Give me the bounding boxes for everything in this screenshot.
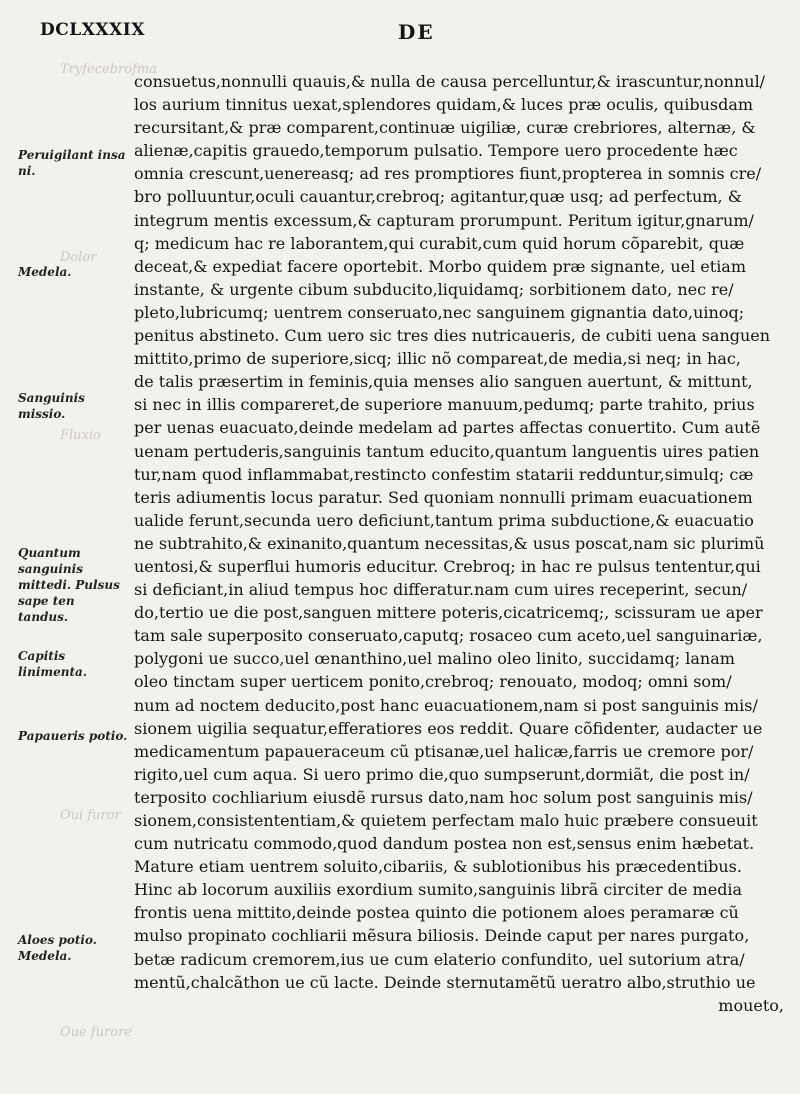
text-line: sionem uigilia sequatur,efferatiores eos reddit. Quare cõfidenter, audacter ue xyxy=(134,718,763,738)
text-line: sionem,consistententiam,& quietem perfectam malo huic præbere consueuit xyxy=(134,811,758,830)
bleed-through-text: Oui furor xyxy=(60,808,121,823)
text-line: los aurium tinnitus uexat,splendores quidam,& luces præ oculis, quibusdam xyxy=(134,95,754,115)
text-line: polygoni ue succo,uel œnanthino,uel malino oleo linito, succidamq; lanam xyxy=(134,649,735,669)
text-line: cum nutricatu commodo,quod dandum postea non est,sensus enim hæbetat. xyxy=(134,834,755,854)
text-line: Hinc ab locorum auxiliis exordium sumito,sanguinis librã circiter de media xyxy=(134,880,743,900)
text-line: alienæ,capitis grauedo,temporum pulsatio. Tempore uero procedente hæc xyxy=(134,141,738,161)
marginal-note: Capitis linimenta. xyxy=(18,649,87,679)
marginal-note: Papaueris potio. xyxy=(18,729,128,743)
bleed-through-text: Oue furore xyxy=(60,1025,132,1040)
text-line: si nec in illis compareret,de superiore manuum,pedumq; parte trahito, prius xyxy=(134,395,755,415)
text-line: do,tertio ue die post,sanguen mittere poteris,cicatricemq;, scissuram ue aper xyxy=(134,603,763,623)
text-line: pleto,lubricumq; uentrem conseruato,nec sanguinem gignantia dato,uinoq; xyxy=(134,302,745,322)
text-line: ne subtrahito,& exinanito,quantum necessitas,& usus poscat,nam sic plurimũ xyxy=(134,533,765,553)
text-line: per uenas euacuato,deinde medelam ad partes affectas conuertito. Cum autẽ xyxy=(134,418,761,438)
text-line: moueto, xyxy=(718,995,784,1015)
running-head: DE xyxy=(398,20,435,44)
text-line: mulso propinato cochliarii mẽsura biliosis. Deinde caput per nares purgato, xyxy=(134,926,750,946)
text-line: teris adiumentis locus paratur. Sed quoniam nonnulli primam euacuationem xyxy=(134,487,753,507)
text-line: mentũ,chalcãthon ue cũ lacte. Deinde sternutamẽtũ ueratro albo,struthio ue xyxy=(134,972,756,992)
text-line: ualide ferunt,secunda uero deficiunt,tantum prima subductione,& euacuatio xyxy=(134,510,754,530)
text-line: q; medicum hac re laborantem,qui curabit,cum quid horum cõparebit, quæ xyxy=(134,233,745,253)
text-line: instante, & urgente cibum subducito,liquidamq; sorbitionem dato, nec re/ xyxy=(134,279,734,299)
text-line: Mature etiam uentrem soluito,cibariis, & sublotionibus his præcedentibus. xyxy=(134,857,742,877)
text-line: frontis uena mittito,deinde postea quinto die potionem aloes peramaræ cũ xyxy=(134,903,739,923)
main-text-block xyxy=(134,70,784,1017)
bleed-through-text: Tryfecebrofma xyxy=(60,62,157,77)
text-line: betæ radicum cremorem,ius ue cum elaterio confundito, uel sutorium atra/ xyxy=(134,949,745,969)
text-line: tam sale superposito conseruato,caputq; rosaceo cum aceto,uel sanguinariæ, xyxy=(134,626,763,646)
text-line: de talis præsertim in feminis,quia menses alio sanguen auertunt, & mittunt, xyxy=(134,372,753,392)
bleed-through-text: Fluxio xyxy=(60,428,101,443)
marginal-note: Aloes potio. Medela. xyxy=(18,933,97,963)
text-line: tur,nam quod inflammabat,restincto confestim statarii redduntur,simulq; cæ xyxy=(134,464,754,484)
text-line: recursitant,& præ comparent,continuæ uigiliæ, curæ crebriores, alternæ, & xyxy=(134,118,756,138)
text-line: medicamentum papaueraceum cũ ptisanæ,uel halicæ,farris ue cremore por/ xyxy=(134,741,754,761)
text-line: integrum mentis excessum,& capturam prorumpunt. Peritum igitur,gnarum/ xyxy=(134,210,754,230)
text-line: penitus abstineto. Cum uero sic tres dies nutricaueris, de cubiti uena sanguen xyxy=(134,326,771,346)
text-line: uentosi,& superflui humoris educitur. Crebroq; in hac re pulsus tententur,qui xyxy=(134,556,761,576)
bleed-through-text: Dolor xyxy=(60,250,97,265)
marginal-note: Sanguinis missio. xyxy=(18,391,85,421)
text-line: terposito cochliarium eiusdẽ rursus dato,nam hoc solum post sanguinis mis/ xyxy=(134,787,753,807)
folio-number: DCLXXXIX xyxy=(40,20,145,40)
text-line: mittito,primo de superiore,sicq; illic nõ compareat,de media,si neq; in hac, xyxy=(134,349,741,369)
text-line: rigito,uel cum aqua. Si uero primo die,quo sumpserunt,dormiãt, die post in/ xyxy=(134,764,750,784)
marginal-note: Medela. xyxy=(18,265,72,279)
text-line: oleo tinctam super uerticem ponito,crebroq; renouato, modoq; omni som/ xyxy=(134,672,732,692)
text-line: deceat,& expediat facere oportebit. Morbo quidem præ signante, uel etiam xyxy=(134,256,747,276)
marginal-note: Quantum sanguinis mittedi. Pulsus sape ten tandus. xyxy=(18,546,120,624)
marginal-note: Peruigilant insa ni. xyxy=(18,148,126,178)
text-line: num ad noctem deducito,post hanc euacuationem,nam si post sanguinis mis/ xyxy=(134,695,758,715)
text-line: uenam pertuderis,sanguinis tantum educito,quantum languentis uires patien xyxy=(134,441,760,461)
text-line: bro polluuntur,oculi cauantur,crebroq; agitantur,quæ usq; ad perfectum, & xyxy=(134,187,742,207)
text-line: consuetus,nonnulli quauis,& nulla de causa percelluntur,& irascuntur,nonnul/ xyxy=(134,72,766,91)
text-line: si deficiant,in aliud tempus hoc differatur.nam cum uires receperint, secun/ xyxy=(134,580,748,600)
text-line: omnia crescunt,uenereasq; ad res promptiores fiunt,propterea in somnis cre/ xyxy=(134,164,762,184)
